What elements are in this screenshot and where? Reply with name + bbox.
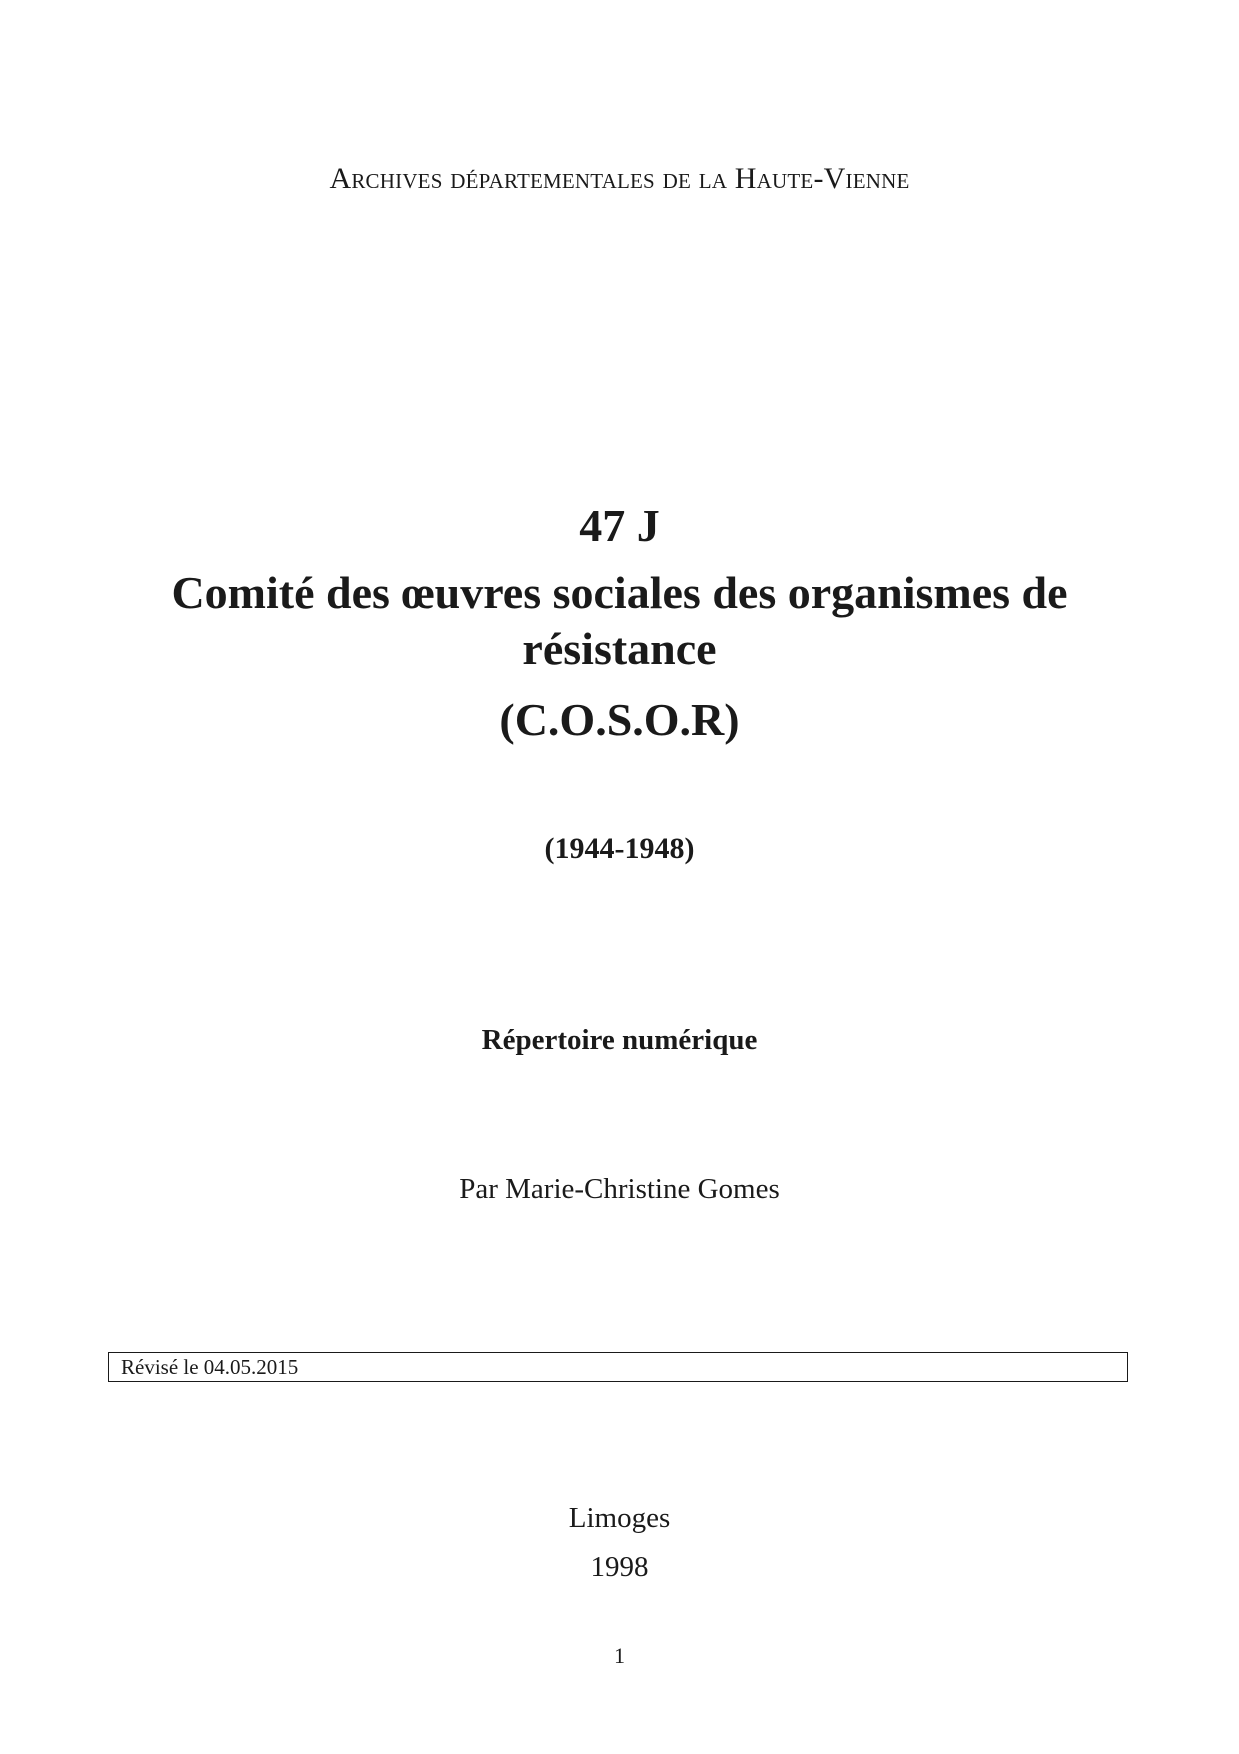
collection-dates: (1944-1948) (544, 832, 695, 865)
author-line: Par Marie-Christine Gomes (459, 1173, 780, 1205)
publication-place: Limoges (568, 1502, 671, 1534)
publication-year: 1998 (590, 1551, 649, 1583)
revision-note: Révisé le 04.05.2015 (108, 1352, 1128, 1382)
collection-title: Comité des œuvres sociales des organismes de résistance (171, 567, 1068, 674)
institution-header: Archives départementales de la Haute-Vienne (329, 162, 910, 195)
collection-cote: 47 J (579, 500, 660, 551)
document-type: Répertoire numérique (481, 1024, 758, 1056)
collection-acronym: (C.O.S.O.R) (499, 694, 740, 745)
page-number: 1 (614, 1643, 625, 1668)
